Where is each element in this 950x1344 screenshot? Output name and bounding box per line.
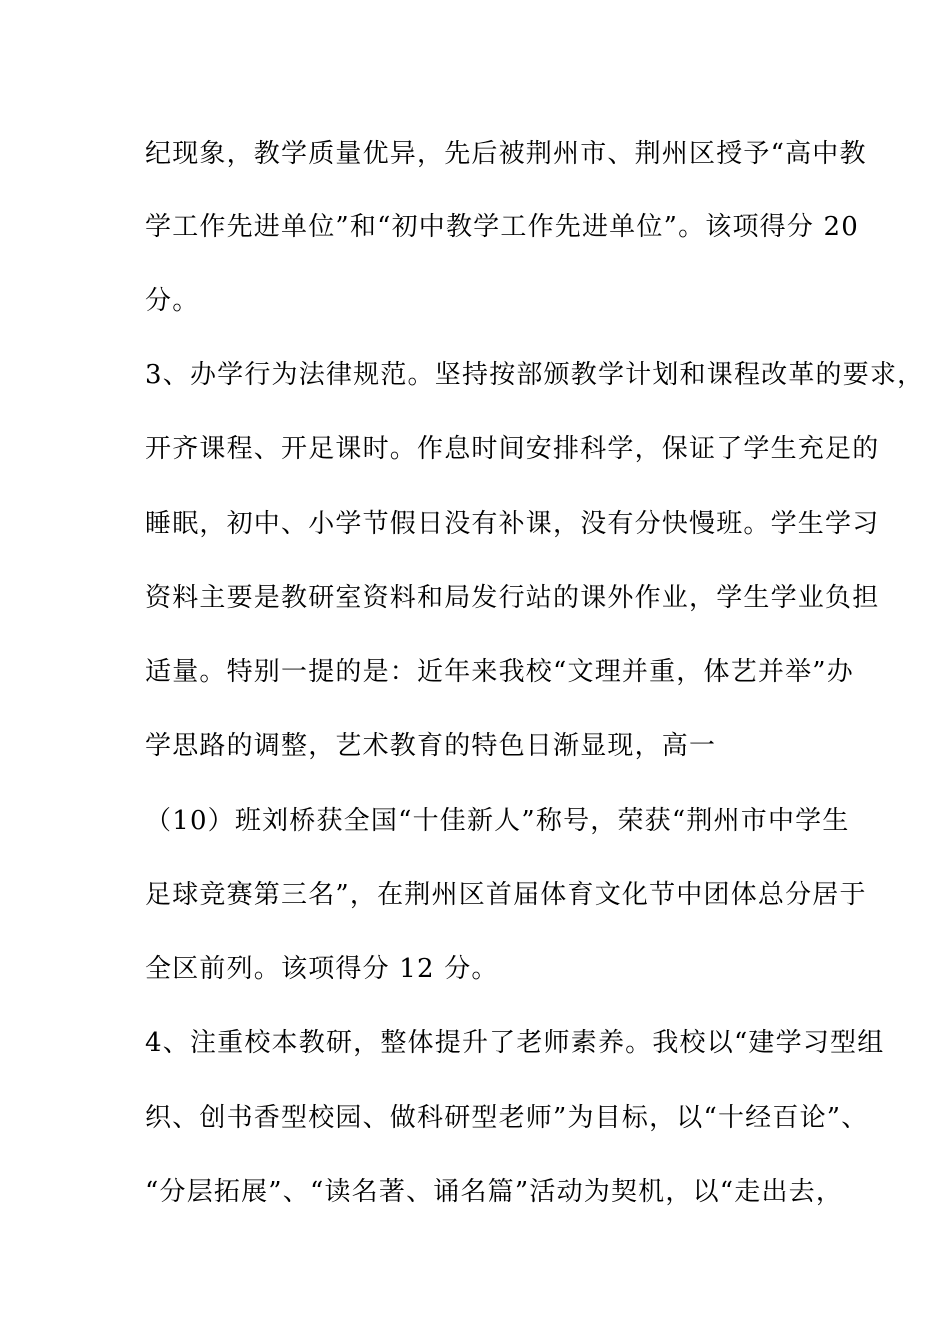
text-line: 适量。特别一提的是：近年来我校“文理并重，体艺并举”办 xyxy=(145,657,854,687)
text-line: “分层拓展”、“读名著、诵名篇”活动为契机，以“走出去， xyxy=(145,1177,844,1207)
text-line: 开齐课程、开足课时。作息时间安排科学，保证了学生充足的 xyxy=(145,434,880,464)
text-line: 资料主要是教研室资料和局发行站的课外作业，学生学业负担 xyxy=(145,583,880,613)
text-line: 分。 xyxy=(145,286,200,316)
text-line: 纪现象，教学质量优异，先后被荆州市、荆州区授予“高中教 xyxy=(145,139,867,169)
text-line: 学思路的调整，艺术教育的特色日渐显现，高一 xyxy=(145,731,717,761)
text-line: 睡眠，初中、小学节假日没有补课，没有分快慢班。学生学习 xyxy=(145,509,880,539)
text-line: 织、创书香型校园、做科研型老师”为目标，以“十经百论”、 xyxy=(145,1103,869,1133)
text-line: 3、办学行为法律规范。坚持按部颁教学计划和课程改革的要求， xyxy=(145,360,925,390)
text-line: 学工作先进单位”和“初中教学工作先进单位”。该项得分 20 xyxy=(145,212,860,242)
text-line: 4、注重校本教研，整体提升了老师素养。我校以“建学习型组 xyxy=(145,1028,885,1058)
text-line: 足球竞赛第三名”，在荆州区首届体育文化节中团体总分居于 xyxy=(145,880,867,910)
text-line: 全区前列。该项得分 12 分。 xyxy=(145,954,499,984)
text-line: （10）班刘桥获全国“十佳新人”称号，荣获“荆州市中学生 xyxy=(145,806,850,836)
